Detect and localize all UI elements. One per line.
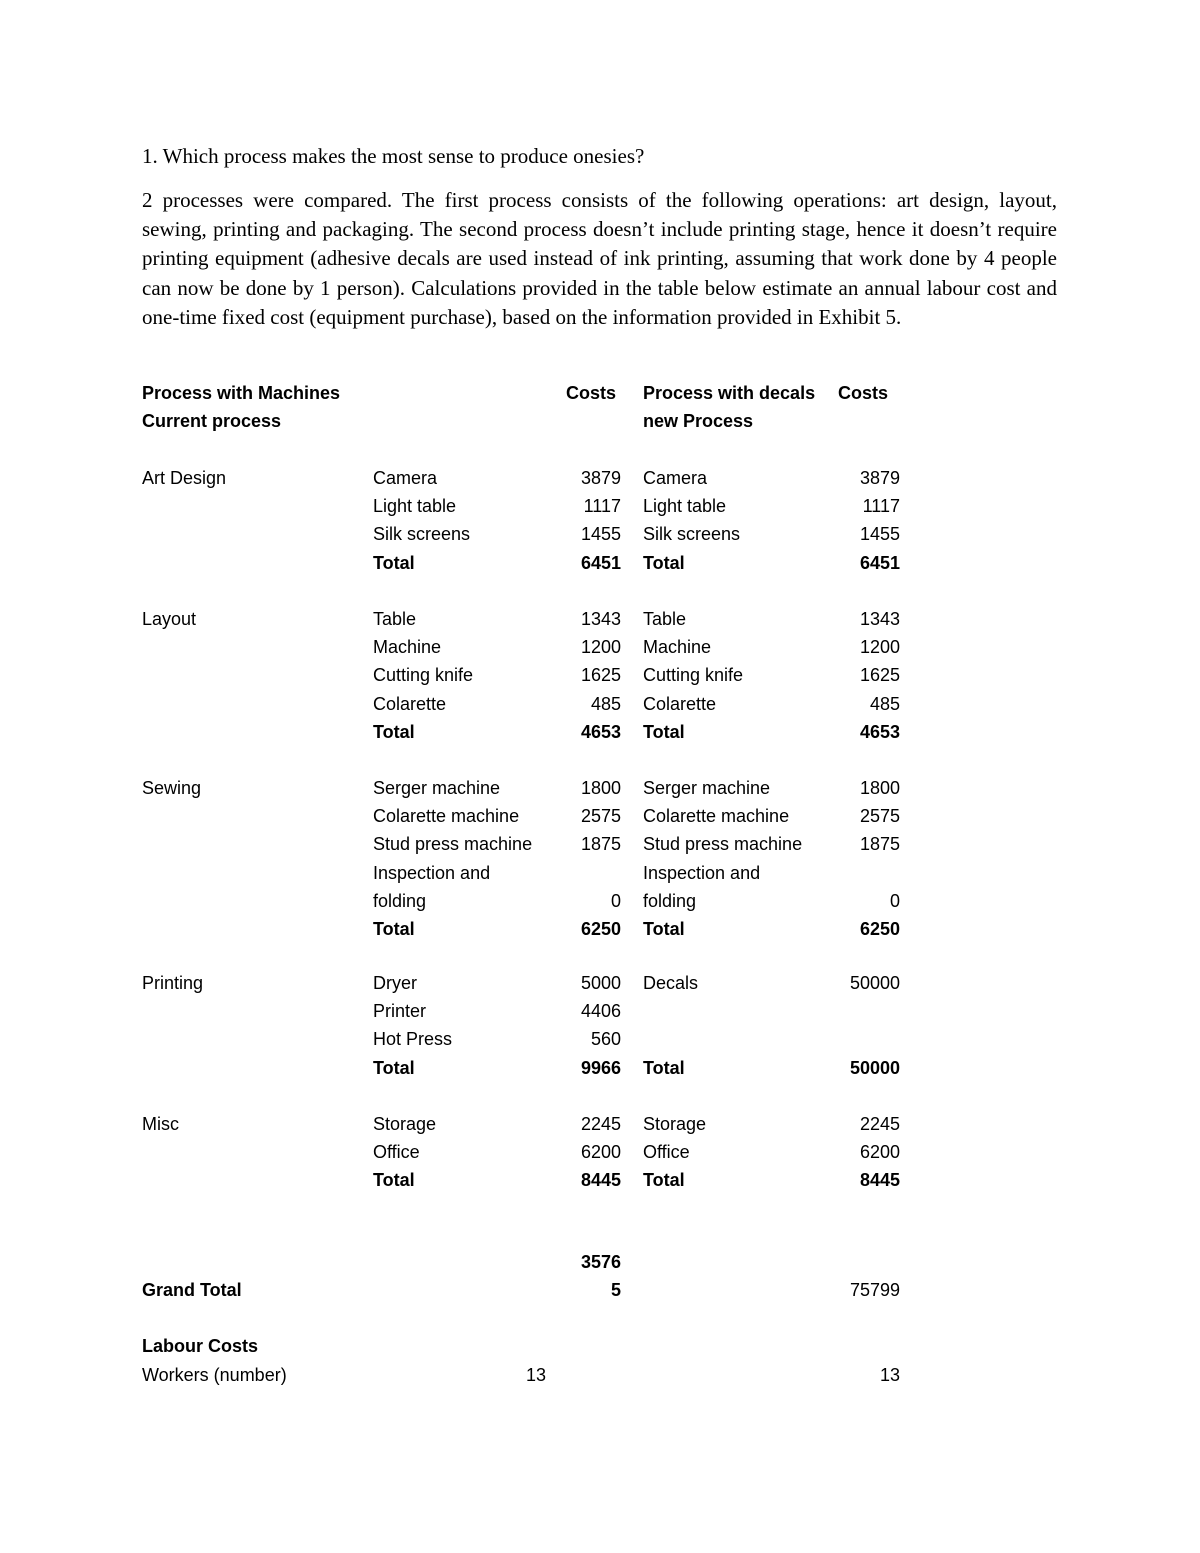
item-label: Colarette <box>373 693 447 714</box>
grand-total-new: 75799 <box>849 1280 900 1300</box>
item-cost: 2575 <box>859 806 900 827</box>
header-costs-new: Costs <box>838 383 889 403</box>
total-cost: 50000 <box>849 1057 900 1078</box>
item-cost: 1455 <box>859 524 900 545</box>
item-label: folding <box>373 890 427 911</box>
item-cost: 485 <box>869 693 900 714</box>
total-cost: 6451 <box>859 552 900 573</box>
item-label: Colarette machine <box>373 806 520 827</box>
item-cost: 1800 <box>859 778 900 798</box>
item-cost: 0 <box>610 890 621 911</box>
item-label: Camera <box>643 468 708 488</box>
item-label: Storage <box>373 1114 437 1134</box>
item-label: Colarette <box>643 693 717 714</box>
item-cost: 1343 <box>580 609 621 629</box>
total-label: Total <box>643 552 685 573</box>
header-new-process: new Process <box>643 411 754 431</box>
item-cost: 1875 <box>859 834 900 855</box>
item-label: Decals <box>643 973 699 993</box>
header-costs-current: Costs <box>565 383 616 403</box>
item-cost: 6200 <box>859 1142 900 1163</box>
item-label: Dryer <box>373 973 417 993</box>
item-cost: 4406 <box>580 1001 621 1022</box>
item-label: Silk screens <box>643 524 741 545</box>
item-label: Cutting knife <box>643 665 744 686</box>
item-label: Inspection and <box>373 862 491 883</box>
item-label: Printer <box>373 1001 427 1022</box>
total-label: Total <box>373 1170 415 1191</box>
workers-current: 13 <box>525 1365 546 1385</box>
item-cost: 485 <box>590 693 621 714</box>
item-label: Machine <box>643 637 712 658</box>
item-label: Table <box>373 609 417 629</box>
item-label: Camera <box>373 468 438 488</box>
grand-total-current-line2: 5 <box>610 1280 621 1300</box>
item-label: Light table <box>643 496 727 517</box>
total-cost: 6250 <box>580 919 621 939</box>
header-current-process: Current process <box>142 411 282 431</box>
item-cost: 2245 <box>580 1114 621 1134</box>
item-label: Stud press machine <box>373 834 533 855</box>
item-label: folding <box>643 890 697 911</box>
section-label: Misc <box>142 1114 179 1134</box>
item-label: Serger machine <box>373 778 501 798</box>
total-label: Total <box>373 1057 415 1078</box>
total-label: Total <box>643 919 685 939</box>
intro-paragraph: 2 processes were compared. The first process consists of the following operations: art design, layout, sewing, printing and packaging. The second process doesn’t include printing stage, hence it doesn’t require printing equipment (adhesive decals are used instead of ink printing, assuming that work done by 4 people can now be done by 1 person). Calculations provided in the table below estimate an annual labour cost and one-time fixed cost (equipment purchase), based on the information provided in Exhibit 5. <box>142 188 1057 329</box>
item-cost: 1875 <box>580 834 621 855</box>
total-label: Total <box>373 919 415 939</box>
section-label: Printing <box>142 973 204 993</box>
item-cost: 3879 <box>580 468 621 488</box>
total-cost: 4653 <box>859 721 900 742</box>
header-process-decals: Process with decals <box>643 383 816 403</box>
item-cost: 50000 <box>849 973 900 993</box>
total-cost: 8445 <box>859 1170 900 1191</box>
item-cost: 1343 <box>859 609 900 629</box>
grand-total-label: Grand Total <box>142 1280 242 1300</box>
item-cost: 2245 <box>859 1114 900 1134</box>
total-label: Total <box>373 721 415 742</box>
item-cost: 1455 <box>580 524 621 545</box>
item-cost: 1625 <box>859 665 900 686</box>
item-label: Light table <box>373 496 457 517</box>
item-label: Cutting knife <box>373 665 474 686</box>
labour-costs-heading: Labour Costs <box>142 1336 259 1356</box>
total-cost: 8445 <box>580 1170 621 1191</box>
total-label: Total <box>643 1057 685 1078</box>
item-label: Serger machine <box>643 778 771 798</box>
item-cost: 1800 <box>580 778 621 798</box>
item-cost: 3879 <box>859 468 900 488</box>
item-label: Colarette machine <box>643 806 790 827</box>
item-cost: 1200 <box>580 637 621 658</box>
header-process-machines: Process with Machines <box>142 383 341 403</box>
item-label: Storage <box>643 1114 707 1134</box>
item-cost: 2575 <box>580 806 621 827</box>
item-label: Stud press machine <box>643 834 803 855</box>
item-cost: 1625 <box>580 665 621 686</box>
item-cost: 0 <box>889 890 900 911</box>
workers-label: Workers (number) <box>142 1365 287 1385</box>
section-label: Art Design <box>142 468 227 488</box>
total-cost: 6250 <box>859 919 900 939</box>
question-heading: 1. Which process makes the most sense to produce onesies? <box>142 144 645 168</box>
section-label: Sewing <box>142 778 202 798</box>
item-cost: 560 <box>590 1029 621 1050</box>
item-label: Hot Press <box>373 1029 453 1050</box>
item-label: Inspection and <box>643 862 761 883</box>
item-cost: 5000 <box>580 973 621 993</box>
workers-new: 13 <box>879 1365 900 1385</box>
item-label: Office <box>373 1142 420 1163</box>
total-cost: 9966 <box>580 1057 621 1078</box>
total-cost: 4653 <box>580 721 621 742</box>
item-label: Silk screens <box>373 524 471 545</box>
total-label: Total <box>643 721 685 742</box>
item-cost: 1117 <box>862 496 900 517</box>
total-label: Total <box>643 1170 685 1191</box>
item-label: Machine <box>373 637 442 658</box>
total-cost: 6451 <box>580 552 621 573</box>
item-label: Office <box>643 1142 690 1163</box>
item-label: Table <box>643 609 687 629</box>
item-cost: 1200 <box>859 637 900 658</box>
section-label: Layout <box>142 609 197 629</box>
total-label: Total <box>373 552 415 573</box>
item-cost: 6200 <box>580 1142 621 1163</box>
grand-total-current-line1: 3576 <box>580 1252 621 1272</box>
item-cost: 1117 <box>583 496 621 517</box>
